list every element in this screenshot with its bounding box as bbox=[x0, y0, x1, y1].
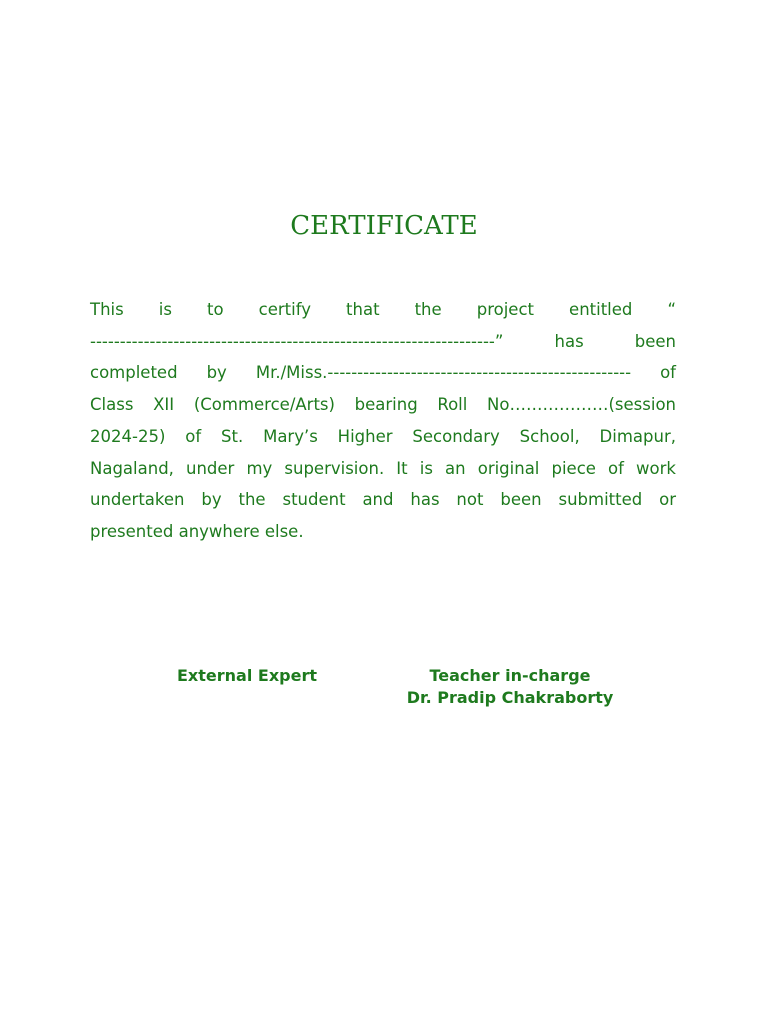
certificate-body bbox=[90, 294, 676, 548]
body-line-1: This is to certify that the project entitled “ bbox=[90, 300, 676, 319]
external-expert-label: External Expert bbox=[177, 666, 317, 685]
body-line-2: --------------------------------------------------------------------” has been bbox=[90, 331, 676, 351]
body-line-8: presented anywhere else. bbox=[90, 521, 304, 541]
external-expert-signature bbox=[172, 665, 322, 687]
body-line-4: Class XII (Commerce/Arts) bearing Roll No………………(session bbox=[90, 395, 676, 415]
certificate-title: CERTIFICATE bbox=[290, 211, 478, 241]
teacher-incharge-signature bbox=[380, 665, 640, 709]
body-line-3: completed by Mr./Miss.--------------------------------------------------- of bbox=[90, 363, 676, 383]
body-line-5: 2024-25) of St. Mary’s Higher Secondary School, Dimapur, bbox=[90, 426, 676, 446]
body-line-7: undertaken by the student and has not been submitted or bbox=[90, 490, 676, 510]
body-line-6: Nagaland, under my supervision. It is an original piece of work bbox=[90, 458, 676, 478]
teacher-name: Dr. Pradip Chakraborty bbox=[406, 688, 614, 707]
teacher-incharge-label: Teacher in-charge bbox=[429, 666, 591, 685]
